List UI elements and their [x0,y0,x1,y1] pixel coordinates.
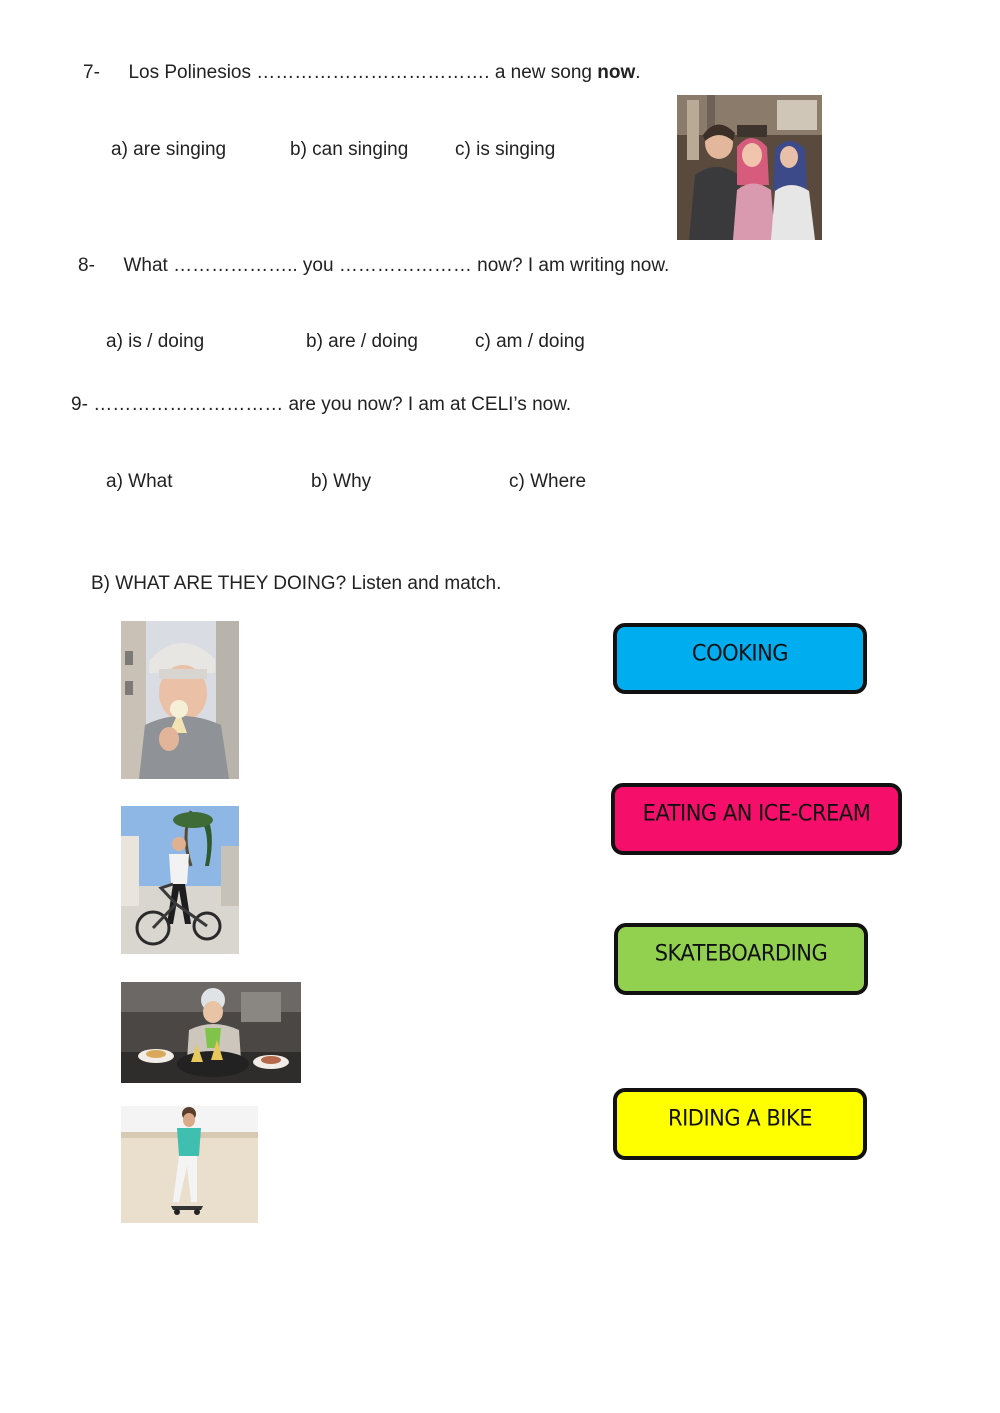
label-eating-ice-cream-text: EATING AN ICE-CREAM [642,800,871,826]
label-riding-a-bike[interactable] [613,1088,867,1160]
label-riding-a-bike-text: RIDING A BIKE [668,1105,812,1131]
q8-option-a[interactable]: a) is / doing [106,331,205,352]
label-cooking[interactable] [613,623,867,694]
label-skateboarding-text: SKATEBOARDING [654,940,828,966]
q7-option-a[interactable]: a) are singing [111,139,227,160]
question-9-stem: ………………………… are you now? I am at CELI’s now. [93,394,572,415]
q9-option-b[interactable]: b) Why [311,471,372,492]
question-8-number: 8- [78,255,95,276]
section-b-title: B) WHAT ARE THEY DOING? Listen and match. [91,573,502,594]
bike-photo [121,806,239,954]
ice-cream-photo [121,621,239,779]
q7-option-c[interactable]: c) is singing [455,139,556,160]
band-singing-photo [677,95,822,240]
q8-option-c[interactable]: c) am / doing [475,331,585,352]
q9-option-a[interactable]: a) What [106,471,173,492]
q7-option-b[interactable]: b) can singing [290,139,409,160]
question-7-number: 7- [83,62,100,83]
question-9 [71,394,571,416]
question-7-end: . [635,62,641,83]
skateboard-photo [121,1106,258,1223]
q8-option-b[interactable]: b) are / doing [306,331,418,352]
question-8-stem: What ……………….. you ………………… now? I am writing now. [123,255,670,276]
label-eating-ice-cream[interactable] [611,783,902,855]
question-7 [83,62,641,84]
label-cooking-text: COOKING [691,640,789,666]
question-7-bold: now [597,62,636,83]
cooking-photo [121,982,301,1083]
question-8 [78,255,669,277]
question-9-number: 9- [71,394,88,415]
question-7-stem: Los Polinesios ………………………………. a new song [128,62,598,83]
q9-option-c[interactable]: c) Where [509,471,587,492]
label-skateboarding[interactable] [614,923,868,995]
